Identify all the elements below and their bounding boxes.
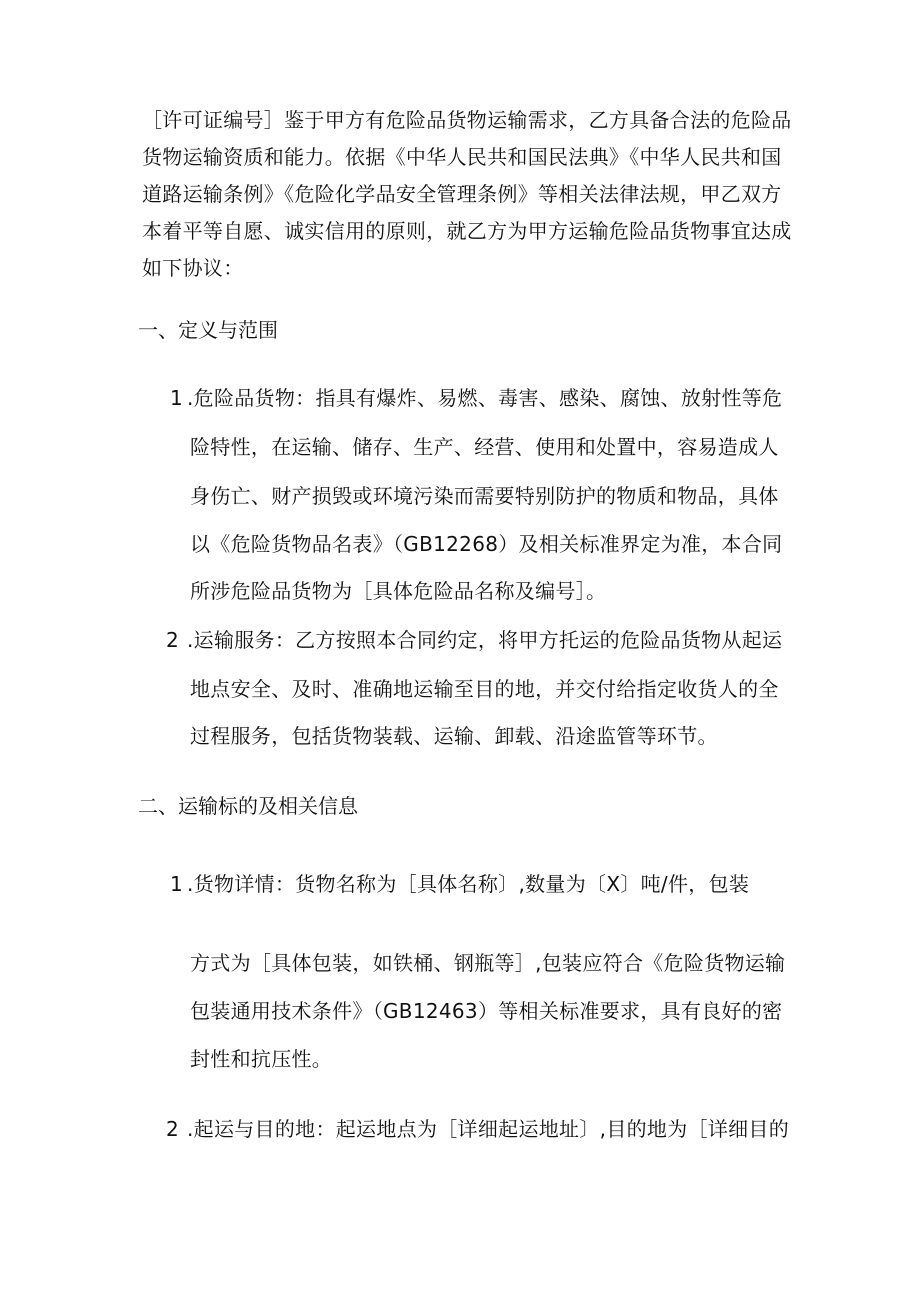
intro-line-4: 本着平等自愿、诚实信用的原则，就乙方为甲方运输危险品货物事宜达成 bbox=[142, 219, 792, 243]
intro-line-5: 如下协议： bbox=[142, 256, 244, 280]
section-1-item-1-line-1: .危险品货物：指具有爆炸、易燃、毒害、感染、腐蚀、放射性等危 bbox=[187, 386, 783, 410]
section-1-item-2-line-2: 地点安全、及时、准确地运输至目的地，并交付给指定收货人的全 bbox=[190, 677, 779, 701]
intro-line-2: 货物运输资质和能力。依据《中华人民共和国民法典》《中华人民共和国 bbox=[142, 145, 782, 169]
section-2-item-1-number: 1 bbox=[170, 872, 183, 896]
section-1-item-1-number: 1 bbox=[170, 386, 183, 410]
section-1-item-2-line-1: .运输服务：乙方按照本合同约定，将甲方托运的危险品货物从起运 bbox=[187, 628, 783, 652]
section-1-item-1-line-3: 身伤亡、财产损毁或环境污染而需要特别防护的物质和物品，具体 bbox=[190, 484, 779, 508]
section-2-item-2-first-line: .起运与目的地：起运地点为［详细起运地址〕,目的地为［详细目的 bbox=[187, 1117, 790, 1141]
section-2-item-1-line-3: 包装通用技术条件》（GB12463）等相关标准要求，具有良好的密 bbox=[190, 999, 783, 1023]
section-1-item-2-number: 2 bbox=[166, 628, 179, 652]
intro-line-1: ［许可证编号］鉴于甲方有危险品货物运输需求，乙方具备合法的危险品 bbox=[142, 108, 792, 132]
section-1-item-1-line-4: 以《危险货物品名表》（GB12268）及相关标准界定为准，本合同 bbox=[190, 532, 783, 556]
intro-line-3: 道路运输条例》《危险化学品安全管理条例》等相关法律法规，甲乙双方 bbox=[142, 182, 782, 206]
section-1-item-1-line-5: 所涉危险品货物为［具体危险品名称及编号］。 bbox=[190, 579, 607, 603]
section-2-item-1-line-2: 方式为［具体包装，如铁桶、钢瓶等］,包装应符合《危险货物运输 bbox=[190, 951, 786, 975]
section-1-item-2-line-3: 过程服务，包括货物装载、运输、卸载、沿途监管等环节。 bbox=[190, 724, 718, 748]
section-2-heading: 二、运输标的及相关信息 bbox=[138, 794, 358, 818]
section-1-heading: 一、定义与范围 bbox=[138, 318, 278, 342]
section-2-item-2-number: 2 bbox=[166, 1117, 179, 1141]
section-2-item-1-first-line: .货物详情：货物名称为［具体名称〕,数量为〔X〕吨/件，包装 bbox=[187, 872, 750, 896]
section-2-item-1-line-4: 封性和抗压性。 bbox=[190, 1047, 333, 1071]
section-1-item-1-line-2: 险特性，在运输、储存、生产、经营、使用和处置中，容易造成人 bbox=[190, 435, 779, 459]
